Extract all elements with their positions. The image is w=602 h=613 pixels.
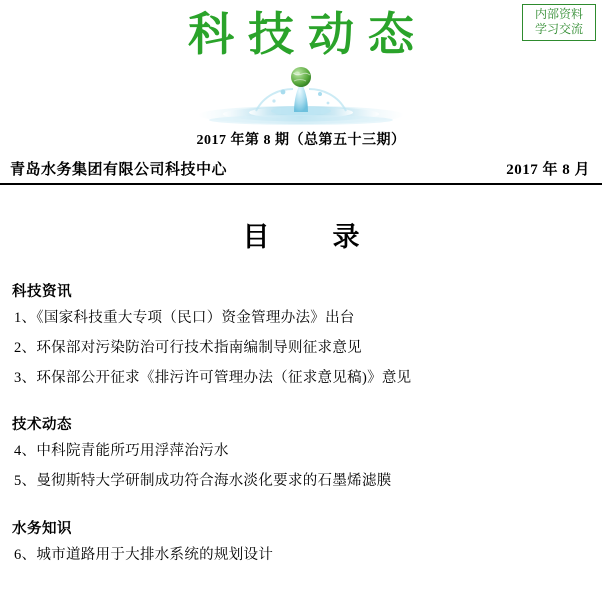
stamp-line-1: 内部资料 xyxy=(534,7,583,21)
publication-date: 2017 年 8 月 xyxy=(506,161,590,178)
toc-entry[interactable]: 3、环保部公开征求《排污许可管理办法（征求意见稿)》意见 xyxy=(14,369,412,386)
internal-notice-stamp xyxy=(522,4,596,41)
water-drop-logo xyxy=(194,65,408,127)
header-divider xyxy=(0,183,602,185)
section-heading-technology: 技术动态 xyxy=(12,417,72,434)
logo-container xyxy=(0,65,602,127)
table-of-contents xyxy=(0,280,602,569)
masthead xyxy=(0,0,602,61)
toc-entry[interactable]: 6、城市道路用于大排水系统的规划设计 xyxy=(14,546,274,563)
issue-number: 2017 年第 8 期（总第五十三期） xyxy=(196,132,406,148)
toc-entry[interactable]: 1、《国家科技重大专项（民口）资金管理办法》出台 xyxy=(14,309,355,326)
publication-title: 科技动态 xyxy=(188,7,428,61)
publisher-row xyxy=(0,158,602,179)
toc-entry[interactable]: 2、环保部对污染防治可行技术指南编制导则征求意见 xyxy=(14,339,362,356)
water-drop-graphic xyxy=(194,65,408,127)
section-heading-news: 科技资讯 xyxy=(12,283,72,300)
publisher-organization: 青岛水务集团有限公司科技中心 xyxy=(10,161,228,178)
section-heading-knowledge: 水务知识 xyxy=(12,520,72,537)
toc-entry[interactable]: 5、曼彻斯特大学研制成功符合海水淡化要求的石墨烯滤膜 xyxy=(14,473,392,490)
stamp-line-2: 学习交流 xyxy=(534,22,583,36)
toc-entry[interactable]: 4、中科院青能所巧用浮萍治污水 xyxy=(14,443,229,460)
contents-heading: 目 录 xyxy=(242,221,378,253)
